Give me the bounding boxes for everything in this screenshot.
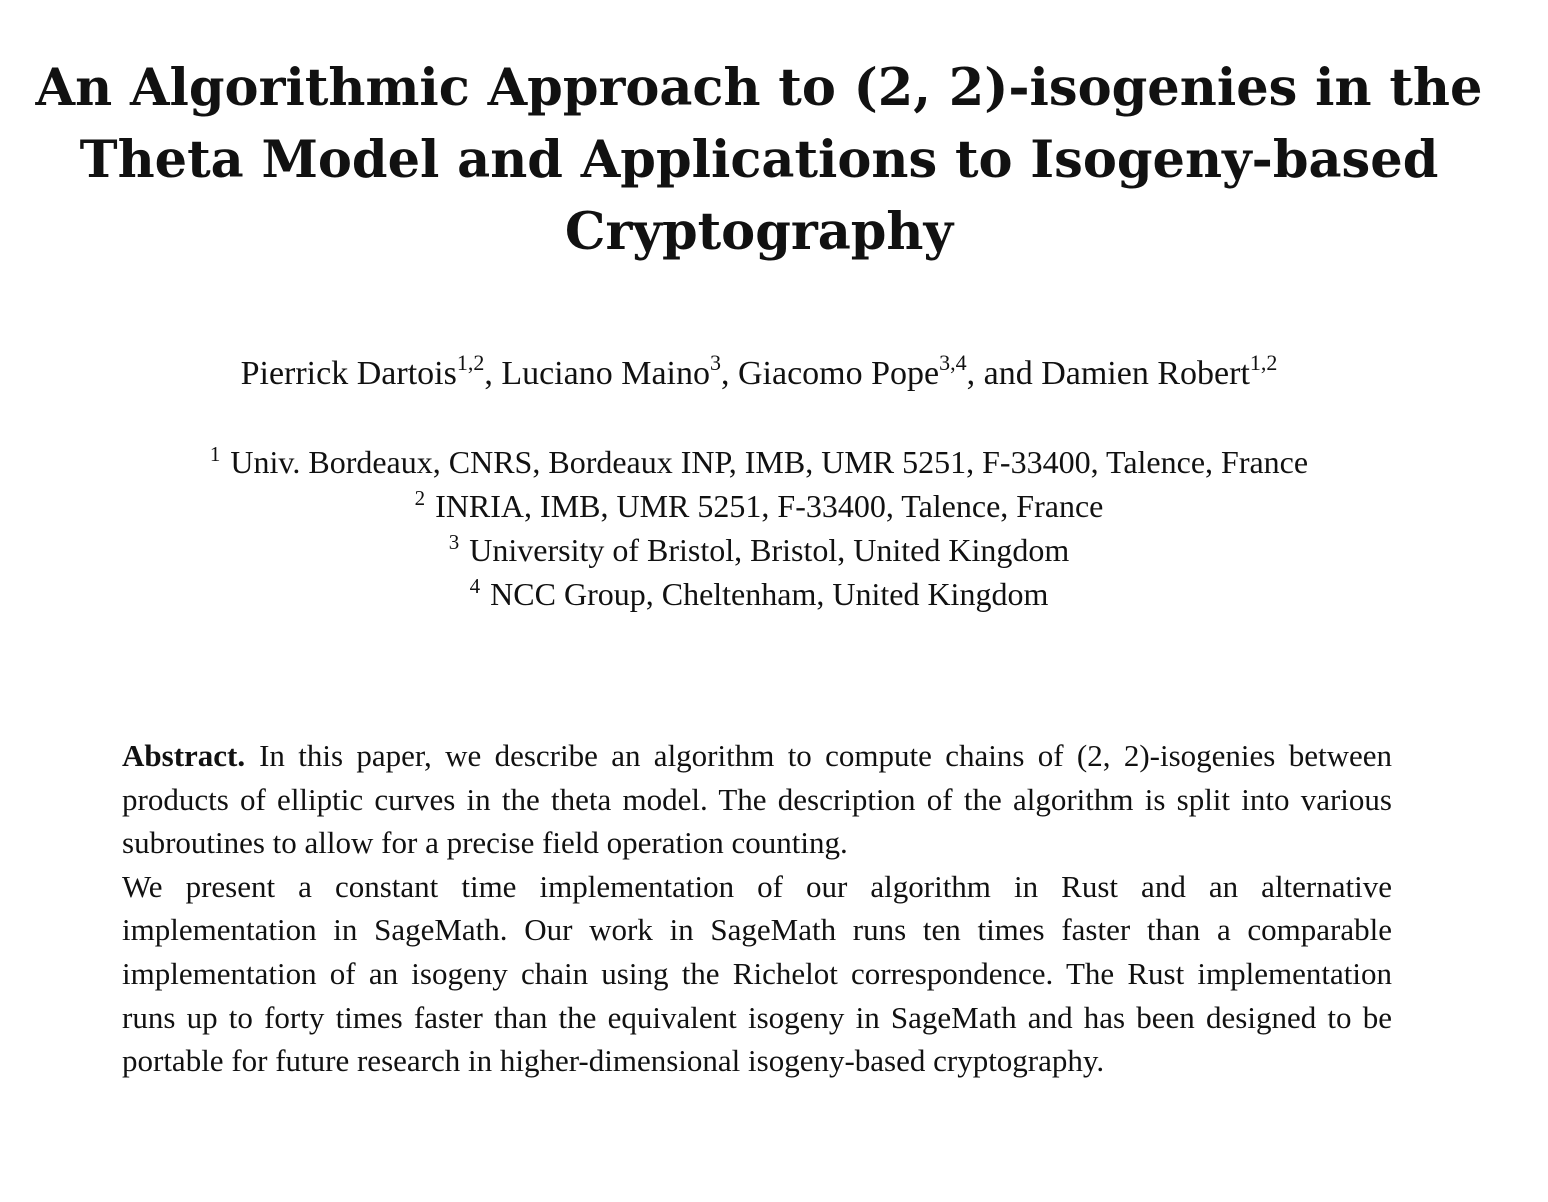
abstract	[122, 734, 1392, 1083]
author-name: Luciano Maino	[501, 355, 710, 392]
affiliation-item	[30, 572, 1488, 616]
affiliation-number: 2	[414, 486, 426, 510]
title-line: Theta Model and Applications to Isogeny-based	[79, 130, 1439, 190]
author-affiliation-mark: 3	[709, 350, 721, 375]
paper-title	[30, 52, 1488, 268]
affiliation-item	[30, 440, 1488, 484]
author-separator: ,	[484, 355, 502, 392]
affiliation-text: University of Bristol, Bristol, United Kingdom	[469, 532, 1070, 568]
author-affiliation-mark: 1,2	[1249, 350, 1278, 375]
author-name: Damien Robert	[1041, 355, 1250, 392]
author-name: Giacomo Pope	[737, 355, 940, 392]
affiliation-list	[30, 440, 1488, 616]
abstract-paragraph	[122, 865, 1392, 1083]
abstract-paragraph	[122, 734, 1392, 865]
abstract-label: Abstract.	[122, 738, 246, 773]
abstract-text: In this paper, we describe an algorithm to compute chains of (2, 2)-isogenies between products of elliptic curves in the theta model. The description of the algorithm is split into various subroutines to allow for a precise field operation counting.	[122, 738, 1392, 861]
affiliation-number: 3	[448, 530, 460, 554]
author-separator: ,	[720, 355, 738, 392]
affiliation-number: 1	[209, 442, 221, 466]
author-name: Pierrick Dartois	[240, 355, 457, 392]
affiliation-item	[30, 528, 1488, 572]
author-affiliation-mark: 1,2	[456, 350, 485, 375]
affiliation-text: NCC Group, Cheltenham, United Kingdom	[490, 576, 1049, 612]
affiliation-number: 4	[469, 574, 481, 598]
affiliation-item	[30, 484, 1488, 528]
abstract-text: We present a constant time implementation of our algorithm in Rust and an alternative implementation in SageMath. Our work in SageMath runs ten times faster than a comparable implementation of an isogeny chain using the Richelot correspondence. The Rust implementation runs up to forty times faster than the equivalent isogeny in SageMath and has been designed to be portable for future research in higher-dimensional isogeny-based cryptography.	[122, 868, 1392, 1079]
title-line: Cryptography	[564, 202, 954, 262]
title-line: An Algorithmic Approach to (2, 2)-isogenies in the	[35, 58, 1483, 118]
affiliation-text: Univ. Bordeaux, CNRS, Bordeaux INP, IMB, UMR 5251, F-33400, Talence, France	[230, 444, 1309, 480]
affiliation-text: INRIA, IMB, UMR 5251, F-33400, Talence, France	[435, 488, 1104, 524]
author-list	[30, 352, 1488, 396]
author-separator: , and	[966, 355, 1042, 392]
author-affiliation-mark: 3,4	[939, 350, 967, 375]
